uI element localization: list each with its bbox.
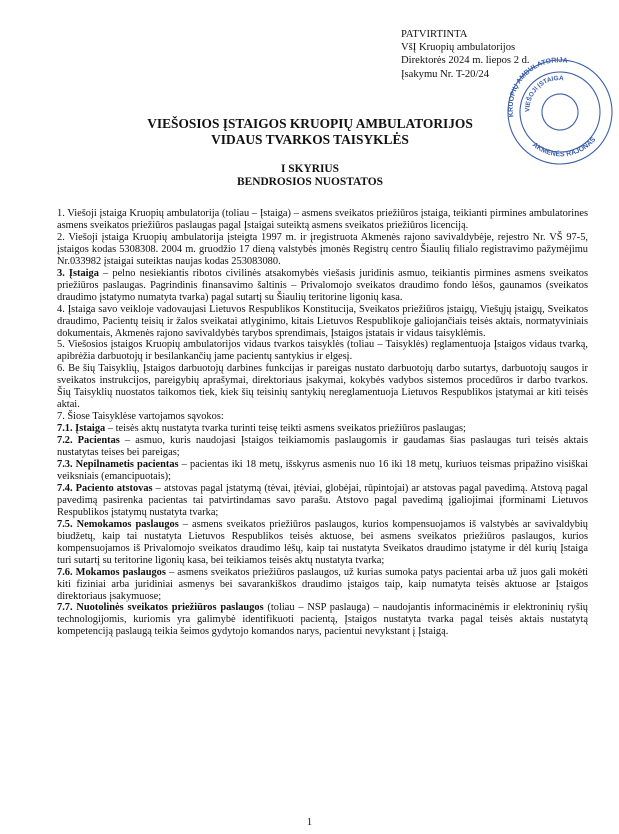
- definition: – asmuo, kuris naudojasi Įstaigos teikiamomis paslaugomis ir gaudamas šias paslaugas turi teisės aktais nustatytas teises bei pareigas;: [57, 435, 588, 459]
- paragraph: 2. Viešoji įstaiga Kruopių ambulatorija įsteigta 1997 m. ir įregistruota Akmenės rajono savivaldybėje, rejestro Nr. VŠ 97-5, įstaigos kodas 5308308. 2004 m. gruodžio 17 dieną valstybės įmonės Registrų centro Šiaulių filialo registravimo pažymėjimu Nr.033982 įstaigai suteiktas naujas kodas 253083080.: [57, 231, 588, 267]
- title-line: VIDAUS TVARKOS TAISYKLĖS: [211, 131, 409, 147]
- term: 7.6. Mokamos paslaugos: [57, 566, 166, 578]
- paragraph: [57, 602, 588, 638]
- chapter-number: I SKYRIUS: [281, 163, 339, 175]
- paragraph: 5. Viešosios įstaigos Kruopių ambulatorijos vidaus tvarkos taisyklės (toliau – Taisyklės) reglamentuoja Įstaigos vidaus tvarką, apibrėžia darbuotojų ir besilankančių jame pacientų santykius ir elgesį.: [57, 339, 588, 363]
- paragraph: [57, 483, 588, 519]
- paragraph: [57, 459, 588, 483]
- approval-line: PATVIRTINTA: [401, 29, 468, 40]
- chapter-name: BENDROSIOS NUOSTATOS: [237, 176, 383, 189]
- term: 3. Įstaiga: [57, 267, 99, 279]
- stamp-outer-text: KRUOPIŲ AMBULATORIJA: [507, 57, 569, 118]
- approval-line: Įsakymu Nr. T-20/24: [401, 68, 489, 80]
- paragraph: 1. Viešoji įstaiga Kruopių ambulatorija (toliau – Įstaiga) – asmens sveikatos priežiūros įstaiga, teikianti pirmines ambulatorines asmens sveikatos priežiūros paslaugas pagal Įstaigai suteiktą asmens sveikatos priežiūros licenciją.: [57, 208, 588, 231]
- round-stamp: [500, 30, 618, 180]
- paragraph: [57, 435, 588, 459]
- definition: – pacientas iki 18 metų, išskyrus asmenis nuo 16 iki 18 metų, kuriuos teismas pripažino visiškai veiksniais (emancipuotais);: [57, 459, 588, 482]
- paragraph: [57, 519, 588, 567]
- definition: – pelno nesiekiantis ribotos civilinės atsakomybės viešasis juridinis asmuo, teikiantis pirmines asmens sveikatos priežiūros paslaugas. Pagrindinis finansavimo šaltinis – Privalomojo sveikatos draudimo fondo lėšos, gaunamos (sveikatos draudimo įstatymo numatyta tvarka) pagal sutartį su Šiaulių teritorine ligonių kasa.: [57, 267, 588, 303]
- term: 7.4. Paciento atstovas: [57, 482, 153, 494]
- paragraph: [57, 567, 588, 603]
- definition: – asmens sveikatos priežiūros paslaugos, už kurias sumoka patys pacientai arba už juos gali mokėti kiti fiziniai arba juridiniai asmenys bei savarankiškos draudimo įstaigos taip, kaip numatyta teisės aktuose ar Įstaigos direktoriaus įsakymuose;: [57, 566, 588, 602]
- stamp-inner-text: VIEŠOJI ĮSTAIGA: [524, 75, 564, 113]
- stamp-bottom-text: AKMENĖS RAJONAS: [530, 136, 598, 159]
- paragraph: [57, 268, 588, 304]
- paragraph: 6. Be šių Taisyklių, Įstaigos darbuotojų darbines funkcijas ir pareigas nustato darbuotojų darbo sutartys, darbuotojų saugos ir sveikatos instrukcijos, pareigybių aprašymai, direktoriaus įsakymai, kokybės vadybos sistemos procedūros ir darbo tvarkos. Šių Taisyklių nuostatos taikomos tiek, kiek šių teisinių santykių nereglamentuoja Lietuvos Respublikos įstatymai ar kiti teisės aktai.: [57, 363, 588, 411]
- paragraph: [57, 423, 588, 435]
- term: 7.1. Įstaiga: [57, 423, 106, 435]
- paragraph: 4. Įstaiga savo veikloje vadovaujasi Lietuvos Respublikos Konstitucija, Sveikatos priežiūros įstaigų, Viešųjų įstaigų, Sveikatos draudimo, Pacientų teisių ir žalos sveikatai atlyginimo, kitais Lietuvos Respublikoje galiojančiais teisės aktais, normatyviniais dokumentais, Akmenės rajono savivaldybės tarybos sprendimais, Įstaigos įstatais ir vidaus taisyklėmis.: [57, 303, 588, 339]
- term: 7.7. Nuotolinės sveikatos priežiūros paslaugos: [57, 602, 264, 614]
- definition: (toliau – NSP paslauga) – naudojantis informacinėmis ir elektroninių ryšių technologijomis, kuriomis yra galimybė identifikuoti pacientą, Įstaigos nustatyta tvarka pagal teisės aktais nustatytą kompetenciją paslaugą teikia šeimos gydytojo komandos narys, pacientui nevykstant į Įstaigą.: [57, 602, 588, 638]
- approval-line: Direktorės 2024 m. liepos 2 d.: [401, 55, 530, 67]
- title-line: VIEŠOSIOS ĮSTAIGOS KRUOPIŲ AMBULATORIJOS: [147, 116, 473, 131]
- term: 7.3. Nepilnametis pacientas: [57, 459, 179, 471]
- document-body: [57, 208, 588, 638]
- term: 7.2. Pacientas: [57, 435, 120, 447]
- document-title: [70, 116, 550, 147]
- paragraph: 7. Šiose Taisyklėse vartojamos sąvokos:: [57, 411, 224, 423]
- chapter-heading: [120, 163, 500, 190]
- page-number: 1: [306, 817, 313, 828]
- definition: – asmens sveikatos priežiūros paslaugos, kurios kompensuojamos iš valstybės ar savivaldybių biudžetų, kaip tai nustatyta Lietuvos Respublikos teisės aktuose, bei asmens sveikatos priežiūros paslaugos, kurios kompensuojamos iš Privalomojo sveikatos draudimo lėšų, kaip tai nustatyta Sveikatos draudimo įstatyme ir dėl kurių Įstaiga turi sutartį su teritorine ligonių kasa, bei teikiamos teisės aktų nustatyta tvarka;: [57, 518, 588, 566]
- definition: – atstovas pagal įstatymą (tėvai, įtėviai, globėjai, rūpintojai) ar atstovas pagal pavedimą. Atstovą pagal pavedimą pasirenka pacientas tai patvirtindamas savo parašu. Atstovo pagal pavedimą įgaliojimai įforminami Lietuvos Respublikos įstatymų nustatyta tvarka;: [57, 482, 588, 518]
- approval-line: VšĮ Kruopių ambulatorijos: [401, 42, 516, 54]
- term: 7.5. Nemokamos paslaugos: [57, 518, 179, 530]
- definition: – teisės aktų nustatyta tvarka turinti teisę teikti asmens sveikatos priežiūros paslaugas;: [105, 423, 466, 435]
